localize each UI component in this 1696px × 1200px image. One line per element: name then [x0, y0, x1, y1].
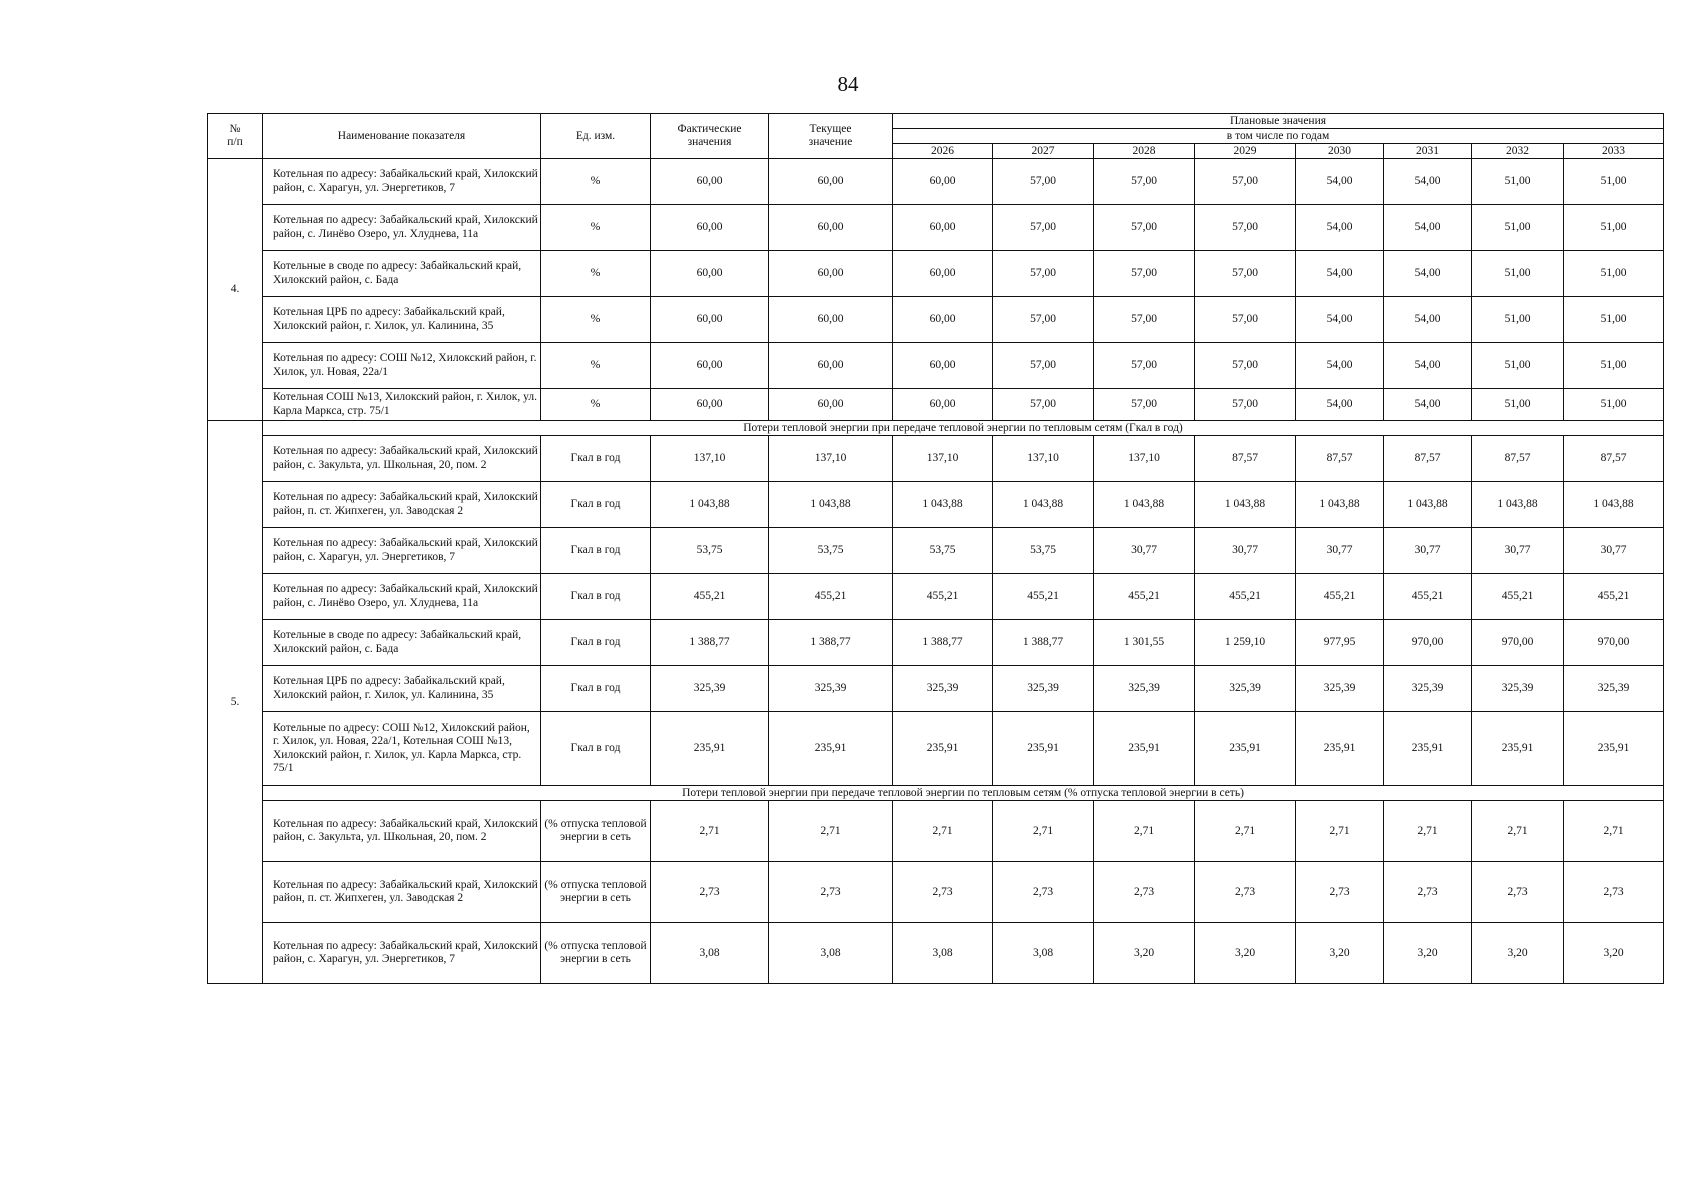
indicator-value: 60,00 [651, 251, 769, 297]
table-row [208, 620, 1664, 666]
indicator-unit: Гкал в год [541, 436, 651, 482]
indicator-unit: Гкал в год [541, 712, 651, 786]
indicator-value: 325,39 [769, 666, 893, 712]
indicator-value: 2,73 [1472, 862, 1564, 923]
indicator-value: 1 388,77 [993, 620, 1094, 666]
indicator-value: 2,71 [1384, 801, 1472, 862]
indicator-value: 3,08 [993, 923, 1094, 984]
section-title: Потери тепловой энергии при передаче тепловой энергии по тепловым сетям (Гкал в год) [263, 421, 1664, 436]
table-row [208, 297, 1664, 343]
indicator-value: 3,20 [1296, 923, 1384, 984]
indicator-value: 1 043,88 [1094, 482, 1195, 528]
header-year: 2030 [1296, 144, 1384, 159]
indicator-name: Котельная СОШ №13, Хилокский район, г. Хилок, ул. Карла Маркса, стр. 75/1 [263, 389, 541, 421]
indicator-value: 3,20 [1195, 923, 1296, 984]
indicator-value: 51,00 [1472, 297, 1564, 343]
page-number: 84 [837, 72, 859, 96]
indicator-unit: Гкал в год [541, 666, 651, 712]
indicator-value: 60,00 [769, 251, 893, 297]
indicator-value: 235,91 [1472, 712, 1564, 786]
indicator-unit: % [541, 251, 651, 297]
indicator-value: 2,73 [993, 862, 1094, 923]
indicator-value: 1 388,77 [651, 620, 769, 666]
header-year: 2031 [1384, 144, 1472, 159]
indicator-value: 53,75 [651, 528, 769, 574]
indicator-value: 54,00 [1296, 297, 1384, 343]
indicator-value: 51,00 [1472, 389, 1564, 421]
indicator-value: 51,00 [1472, 205, 1564, 251]
indicator-unit: Гкал в год [541, 574, 651, 620]
indicator-name: Котельная по адресу: СОШ №12, Хилокский район, г. Хилок, ул. Новая, 22а/1 [263, 343, 541, 389]
indicator-value: 60,00 [769, 297, 893, 343]
header-current: Текущее значение [769, 114, 893, 159]
indicator-value: 455,21 [1094, 574, 1195, 620]
indicator-value: 60,00 [651, 343, 769, 389]
table-row [208, 159, 1664, 205]
indicator-value: 60,00 [893, 389, 993, 421]
indicator-value: 977,95 [1296, 620, 1384, 666]
indicator-value: 3,20 [1472, 923, 1564, 984]
table-row [208, 436, 1664, 482]
indicator-value: 30,77 [1094, 528, 1195, 574]
indicator-value: 57,00 [1094, 159, 1195, 205]
indicator-name: Котельная по адресу: Забайкальский край, Хилокский район, с. Харагун, ул. Энергетиков, 7 [263, 528, 541, 574]
indicator-value: 2,71 [1564, 801, 1664, 862]
indicator-value: 54,00 [1384, 205, 1472, 251]
indicator-value: 1 043,88 [1195, 482, 1296, 528]
indicator-value: 57,00 [1094, 205, 1195, 251]
table-row [208, 862, 1664, 923]
indicator-value: 57,00 [993, 251, 1094, 297]
indicator-value: 30,77 [1472, 528, 1564, 574]
indicator-unit: % [541, 297, 651, 343]
indicator-value: 455,21 [1384, 574, 1472, 620]
indicator-value: 54,00 [1296, 159, 1384, 205]
indicator-value: 1 043,88 [651, 482, 769, 528]
indicator-value: 235,91 [1296, 712, 1384, 786]
indicator-value: 235,91 [1564, 712, 1664, 786]
table-row [208, 251, 1664, 297]
indicator-unit: Гкал в год [541, 482, 651, 528]
indicator-value: 235,91 [993, 712, 1094, 786]
indicator-name: Котельная по адресу: Забайкальский край, Хилокский район, п. ст. Жипхеген, ул. Заводская 2 [263, 482, 541, 528]
indicator-value: 2,73 [1296, 862, 1384, 923]
indicator-value: 57,00 [1195, 343, 1296, 389]
indicator-value: 455,21 [769, 574, 893, 620]
header-year: 2027 [993, 144, 1094, 159]
indicator-value: 51,00 [1564, 297, 1664, 343]
indicator-value: 2,71 [769, 801, 893, 862]
indicator-value: 60,00 [769, 343, 893, 389]
indicator-value: 325,39 [1195, 666, 1296, 712]
indicator-value: 1 043,88 [1472, 482, 1564, 528]
indicator-value: 53,75 [993, 528, 1094, 574]
indicator-value: 60,00 [893, 159, 993, 205]
indicator-value: 2,73 [769, 862, 893, 923]
indicator-value: 2,71 [993, 801, 1094, 862]
indicator-value: 970,00 [1472, 620, 1564, 666]
indicator-value: 57,00 [1094, 251, 1195, 297]
indicator-value: 51,00 [1472, 343, 1564, 389]
table-row [208, 205, 1664, 251]
table-row [208, 528, 1664, 574]
indicator-value: 57,00 [1094, 343, 1195, 389]
header-actual: Фактические значения [651, 114, 769, 159]
indicator-value: 3,20 [1384, 923, 1472, 984]
indicator-value: 60,00 [651, 205, 769, 251]
indicator-value: 2,71 [1472, 801, 1564, 862]
indicator-name: Котельные в своде по адресу: Забайкальский край, Хилокский район, с. Бада [263, 251, 541, 297]
indicator-value: 2,73 [1564, 862, 1664, 923]
indicator-name: Котельная ЦРБ по адресу: Забайкальский край, Хилокский район, г. Хилок, ул. Калинина, 35 [263, 666, 541, 712]
indicator-value: 325,39 [1564, 666, 1664, 712]
indicator-value: 325,39 [651, 666, 769, 712]
header-year: 2028 [1094, 144, 1195, 159]
indicator-name: Котельная по адресу: Забайкальский край, Хилокский район, с. Харагун, ул. Энергетиков, 7 [263, 159, 541, 205]
indicator-name: Котельные по адресу: СОШ №12, Хилокский район, г. Хилок, ул. Новая, 22а/1, Котельная СОШ №13, Хилокский район, г. Хилок, ул. Карла Маркса, стр. 75/1 [263, 712, 541, 786]
indicator-value: 137,10 [993, 436, 1094, 482]
indicator-name: Котельная по адресу: Забайкальский край, Хилокский район, с. Линёво Озеро, ул. Хлуднева, 11а [263, 574, 541, 620]
indicator-value: 57,00 [993, 205, 1094, 251]
indicator-value: 57,00 [993, 159, 1094, 205]
indicator-value: 57,00 [993, 343, 1094, 389]
table-row [208, 666, 1664, 712]
indicator-value: 51,00 [1564, 251, 1664, 297]
indicator-value: 60,00 [893, 343, 993, 389]
header-year: 2032 [1472, 144, 1564, 159]
indicators-table [207, 113, 1664, 984]
indicator-value: 57,00 [1195, 251, 1296, 297]
indicator-value: 325,39 [1094, 666, 1195, 712]
section-title: Потери тепловой энергии при передаче тепловой энергии по тепловым сетям (% отпуска тепловой энергии в сеть) [263, 786, 1664, 801]
indicator-value: 60,00 [651, 389, 769, 421]
indicator-value: 970,00 [1384, 620, 1472, 666]
indicator-value: 60,00 [651, 159, 769, 205]
indicators-table-wrapper [207, 113, 1663, 984]
header-name: Наименование показателя [263, 114, 541, 159]
indicator-value: 60,00 [893, 251, 993, 297]
indicator-value: 325,39 [1384, 666, 1472, 712]
indicator-value: 57,00 [1195, 389, 1296, 421]
indicator-value: 53,75 [893, 528, 993, 574]
indicator-value: 54,00 [1384, 297, 1472, 343]
indicator-name: Котельная по адресу: Забайкальский край, Хилокский район, п. ст. Жипхеген, ул. Заводская 2 [263, 862, 541, 923]
indicator-name: Котельная по адресу: Забайкальский край, Хилокский район, с. Закульта, ул. Школьная, 20, пом. 2 [263, 801, 541, 862]
indicator-value: 30,77 [1384, 528, 1472, 574]
indicator-value: 30,77 [1296, 528, 1384, 574]
indicator-value: 60,00 [769, 205, 893, 251]
indicator-value: 3,08 [651, 923, 769, 984]
indicator-value: 1 043,88 [1564, 482, 1664, 528]
header-num: № п/п [208, 114, 263, 159]
table-row [208, 343, 1664, 389]
indicator-value: 325,39 [1472, 666, 1564, 712]
indicator-value: 1 388,77 [893, 620, 993, 666]
indicator-value: 51,00 [1564, 389, 1664, 421]
section-title-row [208, 421, 1664, 436]
indicator-value: 1 043,88 [893, 482, 993, 528]
indicator-value: 2,73 [1384, 862, 1472, 923]
indicator-value: 54,00 [1296, 389, 1384, 421]
indicator-unit: % [541, 205, 651, 251]
indicator-value: 1 388,77 [769, 620, 893, 666]
indicator-value: 1 043,88 [1296, 482, 1384, 528]
table-row [208, 574, 1664, 620]
header-by-years: в том числе по годам [893, 129, 1664, 144]
indicator-value: 53,75 [769, 528, 893, 574]
indicator-value: 57,00 [993, 297, 1094, 343]
indicator-value: 54,00 [1384, 251, 1472, 297]
indicator-value: 2,71 [893, 801, 993, 862]
group-number: 5. [208, 421, 263, 984]
indicator-value: 2,71 [1195, 801, 1296, 862]
indicator-unit: % [541, 343, 651, 389]
indicator-value: 51,00 [1564, 343, 1664, 389]
header-planned: Плановые значения [893, 114, 1664, 129]
indicator-value: 60,00 [893, 297, 993, 343]
table-row [208, 482, 1664, 528]
indicator-value: 30,77 [1195, 528, 1296, 574]
indicator-value: 51,00 [1472, 159, 1564, 205]
table-body [208, 159, 1664, 984]
indicator-value: 2,73 [893, 862, 993, 923]
indicator-value: 51,00 [1472, 251, 1564, 297]
indicator-value: 60,00 [651, 297, 769, 343]
indicator-value: 235,91 [769, 712, 893, 786]
indicator-value: 235,91 [1384, 712, 1472, 786]
indicator-value: 57,00 [1195, 159, 1296, 205]
indicator-name: Котельная по адресу: Забайкальский край, Хилокский район, с. Линёво Озеро, ул. Хлуднева, 11а [263, 205, 541, 251]
indicator-value: 1 043,88 [993, 482, 1094, 528]
indicator-unit: (% отпуска тепловой энергии в сеть [541, 801, 651, 862]
header-year: 2026 [893, 144, 993, 159]
header-year: 2029 [1195, 144, 1296, 159]
indicator-unit: Гкал в год [541, 620, 651, 666]
header-year: 2033 [1564, 144, 1664, 159]
indicator-value: 87,57 [1564, 436, 1664, 482]
indicator-value: 3,20 [1094, 923, 1195, 984]
indicator-value: 455,21 [993, 574, 1094, 620]
indicator-value: 2,71 [1094, 801, 1195, 862]
indicator-value: 325,39 [893, 666, 993, 712]
indicator-value: 2,73 [1094, 862, 1195, 923]
indicator-value: 87,57 [1472, 436, 1564, 482]
indicator-value: 60,00 [893, 205, 993, 251]
indicator-value: 235,91 [893, 712, 993, 786]
indicator-value: 2,71 [651, 801, 769, 862]
indicator-name: Котельная по адресу: Забайкальский край, Хилокский район, с. Харагун, ул. Энергетиков, 7 [263, 923, 541, 984]
indicator-unit: % [541, 389, 651, 421]
indicator-value: 54,00 [1296, 251, 1384, 297]
indicator-value: 87,57 [1195, 436, 1296, 482]
indicator-name: Котельная ЦРБ по адресу: Забайкальский край, Хилокский район, г. Хилок, ул. Калинина, 35 [263, 297, 541, 343]
indicator-value: 2,73 [651, 862, 769, 923]
indicator-value: 455,21 [1472, 574, 1564, 620]
indicator-value: 137,10 [1094, 436, 1195, 482]
indicator-value: 54,00 [1384, 159, 1472, 205]
indicator-value: 455,21 [1296, 574, 1384, 620]
indicator-value: 57,00 [1195, 205, 1296, 251]
indicator-value: 235,91 [1195, 712, 1296, 786]
indicator-value: 970,00 [1564, 620, 1664, 666]
table-row [208, 389, 1664, 421]
indicator-value: 137,10 [769, 436, 893, 482]
indicator-value: 57,00 [1195, 297, 1296, 343]
indicator-value: 325,39 [1296, 666, 1384, 712]
table-header [208, 114, 1664, 159]
indicator-value: 137,10 [893, 436, 993, 482]
indicator-value: 1 043,88 [769, 482, 893, 528]
indicator-name: Котельные в своде по адресу: Забайкальский край, Хилокский район, с. Бада [263, 620, 541, 666]
indicator-value: 54,00 [1384, 343, 1472, 389]
section-title-row [208, 786, 1664, 801]
indicator-value: 51,00 [1564, 159, 1664, 205]
indicator-value: 137,10 [651, 436, 769, 482]
group-number: 4. [208, 159, 263, 421]
indicator-name: Котельная по адресу: Забайкальский край, Хилокский район, с. Закульта, ул. Школьная, 20, пом. 2 [263, 436, 541, 482]
indicator-value: 3,08 [769, 923, 893, 984]
indicator-value: 325,39 [993, 666, 1094, 712]
table-row [208, 801, 1664, 862]
indicator-value: 57,00 [993, 389, 1094, 421]
indicator-unit: (% отпуска тепловой энергии в сеть [541, 923, 651, 984]
indicator-value: 87,57 [1296, 436, 1384, 482]
indicator-value: 60,00 [769, 389, 893, 421]
indicator-value: 235,91 [651, 712, 769, 786]
indicator-value: 455,21 [893, 574, 993, 620]
indicator-value: 30,77 [1564, 528, 1664, 574]
indicator-value: 51,00 [1564, 205, 1664, 251]
table-row [208, 712, 1664, 786]
indicator-unit: Гкал в год [541, 528, 651, 574]
indicator-value: 1 259,10 [1195, 620, 1296, 666]
indicator-value: 455,21 [651, 574, 769, 620]
indicator-value: 3,20 [1564, 923, 1664, 984]
indicator-value: 57,00 [1094, 389, 1195, 421]
indicator-unit: % [541, 159, 651, 205]
indicator-value: 1 301,55 [1094, 620, 1195, 666]
indicator-unit: (% отпуска тепловой энергии в сеть [541, 862, 651, 923]
indicator-value: 87,57 [1384, 436, 1472, 482]
table-row [208, 923, 1664, 984]
indicator-value: 54,00 [1296, 343, 1384, 389]
indicator-value: 3,08 [893, 923, 993, 984]
indicator-value: 2,71 [1296, 801, 1384, 862]
indicator-value: 455,21 [1564, 574, 1664, 620]
indicator-value: 455,21 [1195, 574, 1296, 620]
indicator-value: 1 043,88 [1384, 482, 1472, 528]
header-unit: Ед. изм. [541, 114, 651, 159]
indicator-value: 54,00 [1384, 389, 1472, 421]
indicator-value: 57,00 [1094, 297, 1195, 343]
indicator-value: 235,91 [1094, 712, 1195, 786]
indicator-value: 54,00 [1296, 205, 1384, 251]
indicator-value: 2,73 [1195, 862, 1296, 923]
indicator-value: 60,00 [769, 159, 893, 205]
